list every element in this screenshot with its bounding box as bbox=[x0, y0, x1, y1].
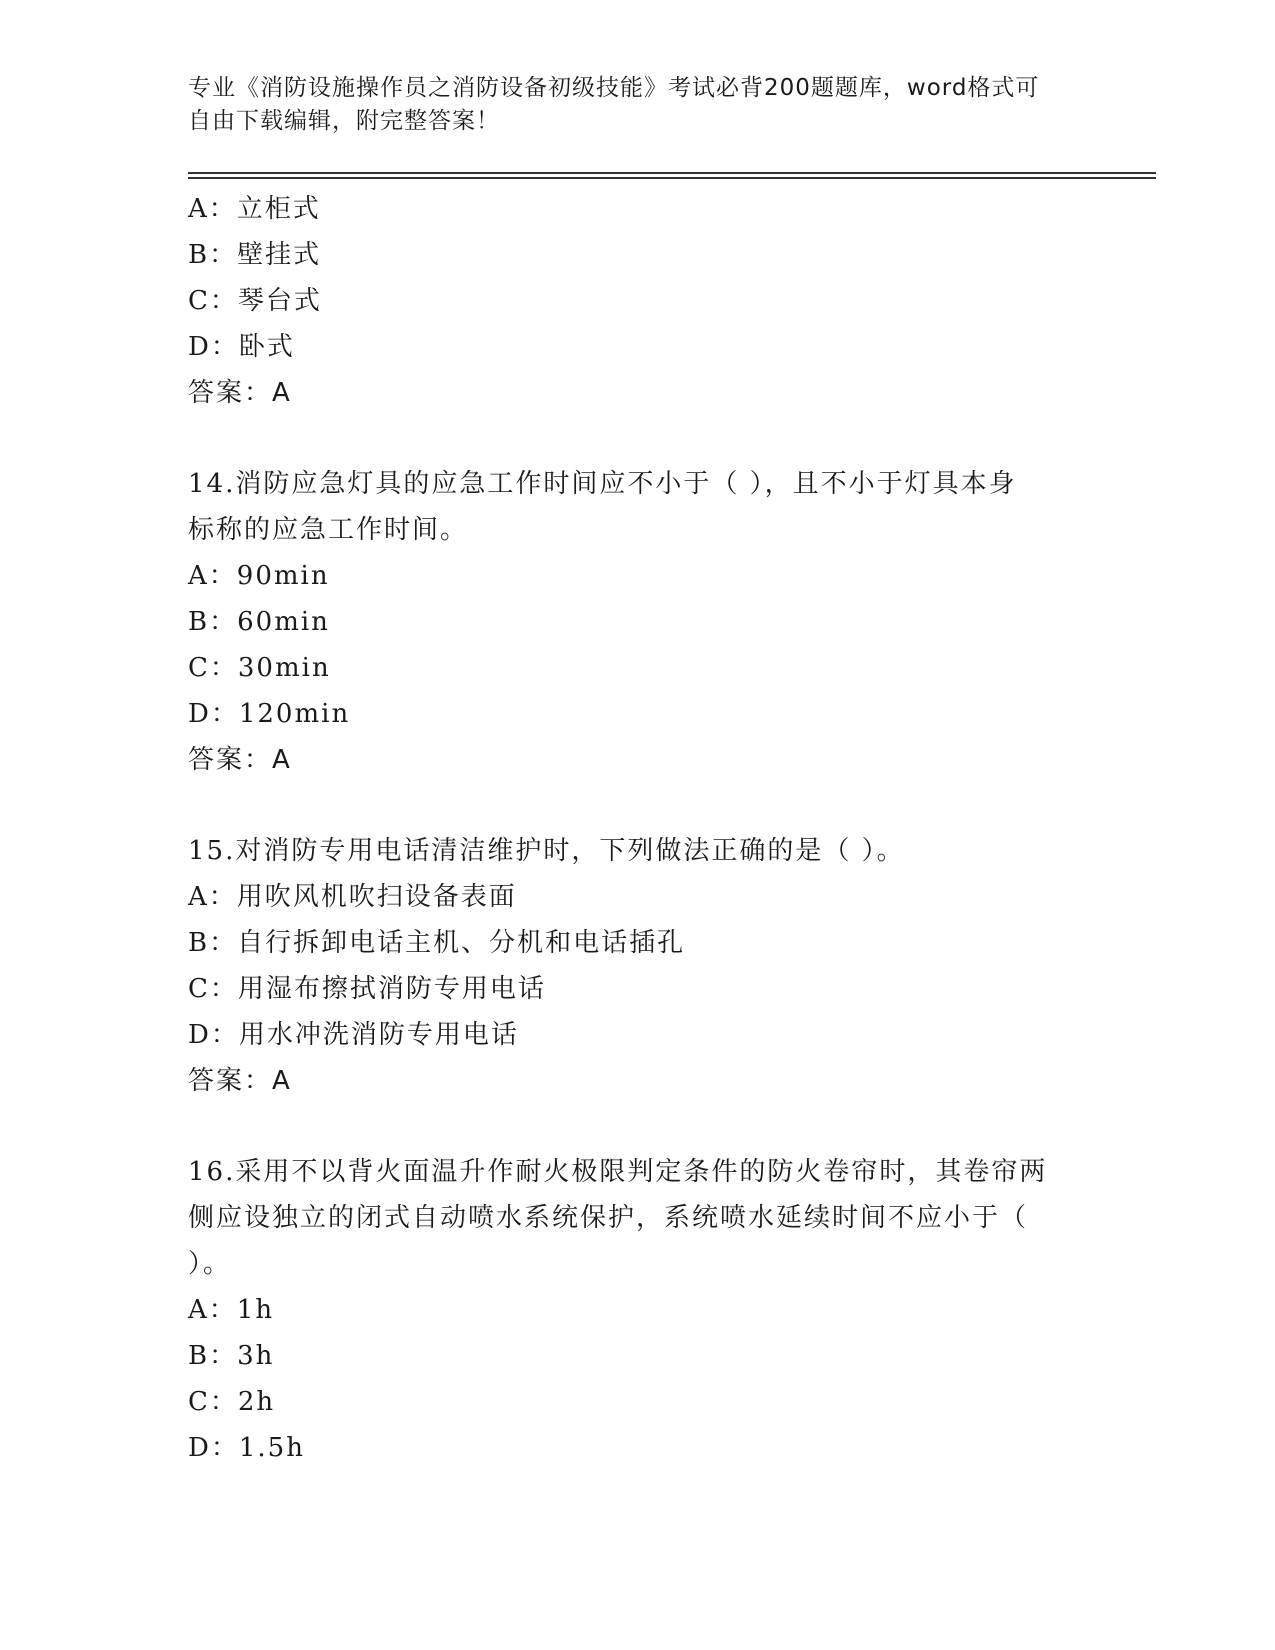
answer: 答案：A bbox=[188, 378, 292, 408]
document-header bbox=[188, 72, 1068, 138]
answer: 答案：A bbox=[188, 745, 292, 775]
option-c: C：琴台式 bbox=[188, 286, 322, 316]
spacer bbox=[188, 1104, 1088, 1149]
option-a: A：用吹风机吹扫设备表面 bbox=[188, 882, 517, 912]
question-13-tail bbox=[188, 186, 1088, 416]
question-16 bbox=[188, 1149, 1088, 1471]
option-d: D：120min bbox=[188, 699, 351, 729]
option-b: B：自行拆卸电话主机、分机和电话插孔 bbox=[188, 928, 686, 958]
header-rule-top bbox=[188, 172, 1156, 174]
option-a: A：1h bbox=[188, 1295, 275, 1325]
question-text-line-1: 15.对消防专用电话清洁维护时，下列做法正确的是（ ）。 bbox=[188, 836, 905, 866]
option-d: D：1.5h bbox=[188, 1433, 305, 1463]
option-a: A：90min bbox=[188, 561, 330, 591]
option-b: B：壁挂式 bbox=[188, 240, 322, 270]
header-line-2: 自由下载编辑，附完整答案！ bbox=[188, 108, 500, 134]
question-14 bbox=[188, 461, 1088, 783]
option-a: A：立柜式 bbox=[188, 194, 321, 224]
question-text-line-2: 侧应设独立的闭式自动喷水系统保护，系统喷水延续时间不应小于（ bbox=[188, 1203, 1029, 1233]
option-d: D：用水冲洗消防专用电话 bbox=[188, 1020, 519, 1050]
option-c: C：用湿布擦拭消防专用电话 bbox=[188, 974, 546, 1004]
option-d: D：卧式 bbox=[188, 332, 295, 362]
header-line-1: 专业《消防设施操作员之消防设备初级技能》考试必背200题题库，word格式可 bbox=[188, 75, 1040, 101]
question-15 bbox=[188, 828, 1088, 1104]
question-list bbox=[188, 186, 1088, 1471]
spacer bbox=[188, 783, 1088, 828]
question-text-line-2: 标称的应急工作时间。 bbox=[188, 515, 469, 545]
option-b: B：60min bbox=[188, 607, 330, 637]
question-text-line-3: ）。 bbox=[188, 1249, 232, 1279]
header-rule-bottom bbox=[188, 177, 1156, 179]
option-c: C：30min bbox=[188, 653, 331, 683]
question-text-line-1: 14.消防应急灯具的应急工作时间应不小于（ ），且不小于灯具本身 bbox=[188, 469, 1017, 499]
spacer bbox=[188, 416, 1088, 461]
option-b: B：3h bbox=[188, 1341, 275, 1371]
option-c: C：2h bbox=[188, 1387, 276, 1417]
answer: 答案：A bbox=[188, 1066, 292, 1096]
question-text-line-1: 16.采用不以背火面温升作耐火极限判定条件的防火卷帘时，其卷帘两 bbox=[188, 1157, 1048, 1187]
